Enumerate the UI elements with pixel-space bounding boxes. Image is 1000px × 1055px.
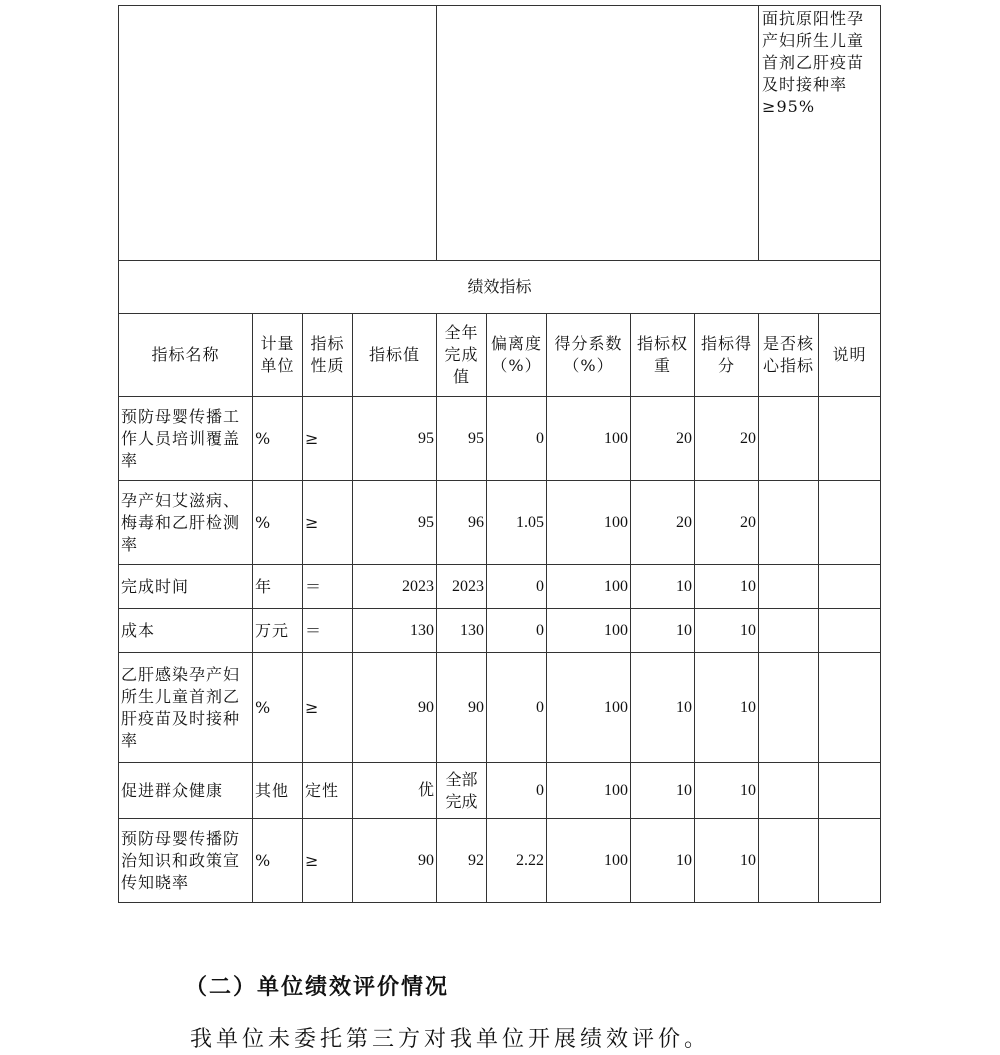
cell-nature: 定性 — [303, 763, 353, 819]
cell-nature: ≥ — [303, 397, 353, 481]
table-row — [119, 819, 881, 903]
cell-actual: 全部完成 — [437, 763, 487, 819]
cell-nature: ＝ — [303, 609, 353, 653]
cell-deviation: 0 — [487, 609, 547, 653]
header-weight: 指标权重 — [631, 314, 695, 397]
cell-name: 孕产妇艾滋病、梅毒和乙肝检测率 — [119, 481, 253, 565]
cell-unit: 其他 — [253, 763, 303, 819]
cell-target: 130 — [353, 609, 437, 653]
header-deviation: 偏离度（%） — [487, 314, 547, 397]
cell-weight: 20 — [631, 397, 695, 481]
cell-actual: 92 — [437, 819, 487, 903]
table-row — [119, 481, 881, 565]
cell-name: 乙肝感染孕产妇所生儿童首剂乙肝疫苗及时接种率 — [119, 653, 253, 763]
header-core: 是否核心指标 — [759, 314, 819, 397]
cell-deviation: 2.22 — [487, 819, 547, 903]
header-nature: 指标性质 — [303, 314, 353, 397]
cell-weight: 10 — [631, 565, 695, 609]
cell-core — [759, 819, 819, 903]
cell-core — [759, 653, 819, 763]
cell-deviation: 1.05 — [487, 481, 547, 565]
cell-note — [819, 653, 881, 763]
cell-score: 10 — [695, 819, 759, 903]
cell-actual: 2023 — [437, 565, 487, 609]
cell-deviation: 0 — [487, 763, 547, 819]
section-subheading: （二）单位绩效评价情况 — [185, 974, 450, 1000]
cell-weight: 10 — [631, 609, 695, 653]
cell-core — [759, 481, 819, 565]
cell-nature: ≥ — [303, 481, 353, 565]
cell-weight: 10 — [631, 763, 695, 819]
cell-target: 2023 — [353, 565, 437, 609]
cell-target: 90 — [353, 653, 437, 763]
cell-coef: 100 — [547, 565, 631, 609]
cell-note — [819, 609, 881, 653]
cell-name: 预防母婴传播防治知识和政策宣传知晓率 — [119, 819, 253, 903]
header-score: 指标得分 — [695, 314, 759, 397]
cell-coef: 100 — [547, 653, 631, 763]
cell-target: 95 — [353, 481, 437, 565]
table-row — [119, 565, 881, 609]
body-paragraph: 我单位未委托第三方对我单位开展绩效评价。 — [190, 1027, 711, 1052]
cell-weight: 10 — [631, 653, 695, 763]
table-row — [119, 397, 881, 481]
cell-target: 90 — [353, 819, 437, 903]
cell-unit: 万元 — [253, 609, 303, 653]
cell-nature: ＝ — [303, 565, 353, 609]
header-note: 说明 — [819, 314, 881, 397]
cell-deviation: 0 — [487, 653, 547, 763]
cell-actual: 90 — [437, 653, 487, 763]
cell-note — [819, 397, 881, 481]
cell-core — [759, 609, 819, 653]
performance-table — [118, 5, 881, 903]
cell-score: 10 — [695, 609, 759, 653]
cell-unit: % — [253, 397, 303, 481]
cell-deviation: 0 — [487, 397, 547, 481]
top-row — [119, 6, 881, 261]
cell-coef: 100 — [547, 481, 631, 565]
cell-note — [819, 565, 881, 609]
cell-core — [759, 397, 819, 481]
cell-core — [759, 565, 819, 609]
cell-score: 10 — [695, 763, 759, 819]
cell-weight: 10 — [631, 819, 695, 903]
header-unit: 计量单位 — [253, 314, 303, 397]
cell-score: 20 — [695, 397, 759, 481]
cell-nature: ≥ — [303, 653, 353, 763]
cell-weight: 20 — [631, 481, 695, 565]
cell-core — [759, 763, 819, 819]
cell-name: 完成时间 — [119, 565, 253, 609]
cell-unit: % — [253, 819, 303, 903]
cell-note — [819, 819, 881, 903]
top-cell-1 — [119, 6, 437, 261]
cell-unit: % — [253, 653, 303, 763]
table-row — [119, 763, 881, 819]
cell-deviation: 0 — [487, 565, 547, 609]
cell-name: 成本 — [119, 609, 253, 653]
cell-note — [819, 763, 881, 819]
header-actual: 全年完成值 — [437, 314, 487, 397]
header-coef: 得分系数（%） — [547, 314, 631, 397]
cell-score: 10 — [695, 565, 759, 609]
table-row — [119, 653, 881, 763]
cell-coef: 100 — [547, 763, 631, 819]
section-title: 绩效指标 — [119, 261, 881, 314]
header-row — [119, 314, 881, 397]
cell-note — [819, 481, 881, 565]
cell-target: 95 — [353, 397, 437, 481]
cell-coef: 100 — [547, 609, 631, 653]
cell-name: 促进群众健康 — [119, 763, 253, 819]
table-row — [119, 609, 881, 653]
cell-unit: 年 — [253, 565, 303, 609]
performance-table-wrapper — [118, 5, 880, 903]
cell-actual: 130 — [437, 609, 487, 653]
cell-unit: % — [253, 481, 303, 565]
cell-actual: 96 — [437, 481, 487, 565]
cell-nature: ≥ — [303, 819, 353, 903]
cell-target: 优 — [353, 763, 437, 819]
section-row — [119, 261, 881, 314]
cell-coef: 100 — [547, 397, 631, 481]
header-name: 指标名称 — [119, 314, 253, 397]
cell-score: 10 — [695, 653, 759, 763]
cell-score: 20 — [695, 481, 759, 565]
cell-actual: 95 — [437, 397, 487, 481]
top-cell-3: 面抗原阳性孕产妇所生儿童首剂乙肝疫苗及时接种率≥95% — [759, 6, 881, 261]
header-target: 指标值 — [353, 314, 437, 397]
cell-name: 预防母婴传播工作人员培训覆盖率 — [119, 397, 253, 481]
cell-coef: 100 — [547, 819, 631, 903]
top-cell-2 — [437, 6, 759, 261]
